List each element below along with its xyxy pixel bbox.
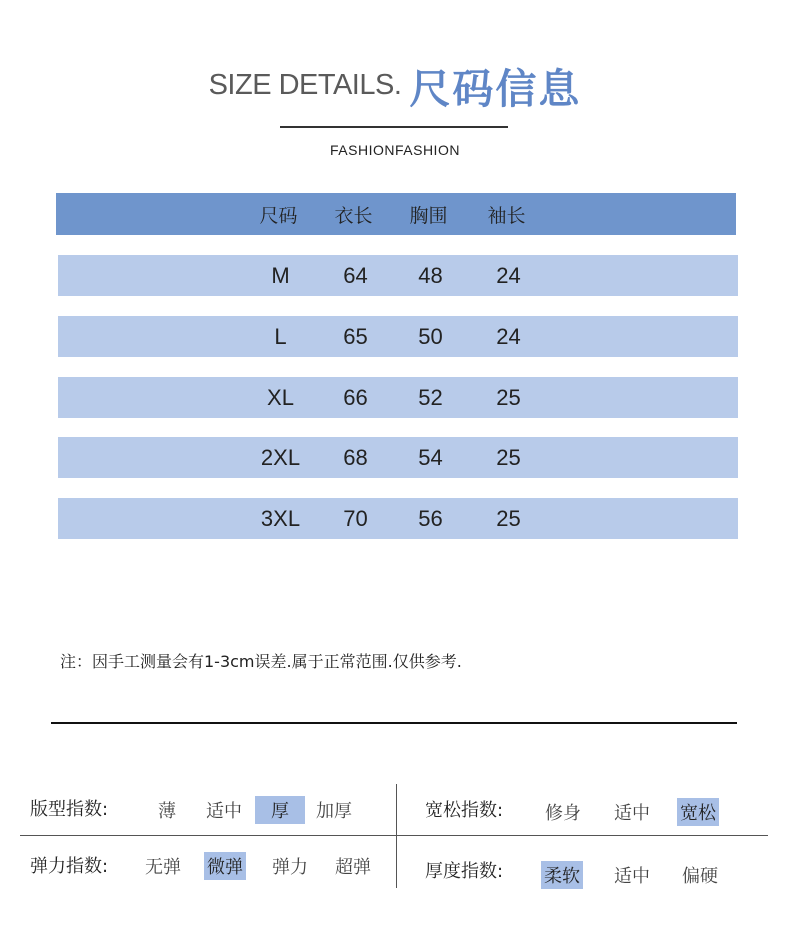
looseness-option-medium: 适中: [614, 803, 650, 824]
table-row: [58, 437, 738, 478]
page-title: [0, 56, 790, 115]
cell-chest: 56: [418, 505, 443, 531]
elasticity-option-slight-selected: 微弹: [204, 852, 246, 880]
cell-length: 68: [343, 444, 368, 470]
cell-sleeve: 25: [496, 444, 521, 470]
looseness-option-loose-selected: 宽松: [677, 798, 719, 826]
elasticity-option-super: 超弹: [335, 857, 371, 878]
table-row: [58, 316, 738, 357]
cell-chest: 50: [418, 323, 443, 349]
index-grid-vertical-line: [396, 784, 397, 888]
cell-size: 2XL: [260, 444, 301, 470]
thickness-index-label: 厚度指数:: [425, 861, 504, 882]
cell-size: L: [274, 323, 287, 349]
cell-length: 64: [343, 262, 368, 288]
fit-option-extra-thick: 加厚: [316, 801, 352, 822]
size-table-header: [56, 193, 736, 235]
cell-length: 65: [343, 323, 368, 349]
elasticity-index-label: 弹力指数:: [30, 856, 109, 877]
measurement-note: 注：因手工测量会有1-3cm误差.属于正常范围.仅供参考.: [60, 652, 462, 671]
cell-chest: 48: [418, 262, 443, 288]
subtitle: FASHIONFASHION: [330, 142, 460, 158]
title-chinese: 尺码信息: [409, 65, 582, 113]
index-grid-horizontal-line: [20, 835, 768, 836]
cell-sleeve: 25: [496, 384, 521, 410]
cell-size: M: [271, 262, 290, 288]
fit-index-label: 版型指数:: [30, 799, 109, 820]
table-row: [58, 498, 738, 539]
thickness-option-medium: 适中: [614, 866, 650, 887]
fit-option-thin: 薄: [158, 801, 176, 822]
column-header-size: 尺码: [259, 204, 298, 227]
cell-size: 3XL: [260, 505, 301, 531]
fit-option-thick-selected: 厚: [255, 796, 305, 824]
table-row: [58, 255, 738, 296]
fit-option-medium: 适中: [206, 801, 242, 822]
thickness-option-soft-selected: 柔软: [541, 861, 583, 889]
looseness-index-label: 宽松指数:: [425, 800, 504, 821]
cell-length: 70: [343, 505, 368, 531]
section-divider: [51, 722, 737, 724]
elasticity-option-none: 无弹: [145, 857, 181, 878]
column-header-sleeve: 袖长: [487, 204, 526, 227]
looseness-option-slim: 修身: [545, 803, 581, 824]
thickness-option-stiff: 偏硬: [682, 866, 718, 887]
cell-size: XL: [267, 384, 294, 410]
title-english: SIZE DETAILS.: [208, 69, 402, 101]
table-row: [58, 377, 738, 418]
cell-length: 66: [343, 384, 368, 410]
column-header-chest: 胸围: [409, 204, 448, 227]
cell-sleeve: 25: [496, 505, 521, 531]
cell-chest: 54: [418, 444, 443, 470]
title-divider: [280, 126, 508, 128]
column-header-length: 衣长: [334, 204, 373, 227]
cell-sleeve: 24: [496, 262, 521, 288]
cell-chest: 52: [418, 384, 443, 410]
elasticity-option-elastic: 弹力: [272, 857, 308, 878]
cell-sleeve: 24: [496, 323, 521, 349]
